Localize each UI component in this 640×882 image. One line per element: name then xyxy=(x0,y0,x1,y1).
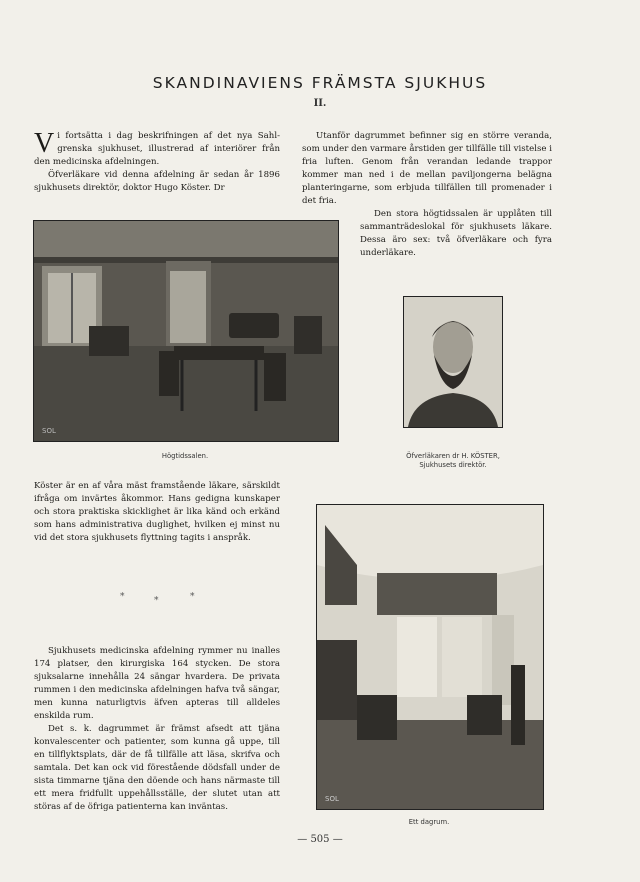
dayroom-photo xyxy=(316,504,544,810)
article-part-number: II. xyxy=(313,98,327,109)
separator-star: * xyxy=(190,592,195,602)
paragraph: Sjukhusets medicinska afdelning rymmer nu inalles 174 platser, den kirurgiska 164 stycken. De stora sjuksalarne innehålla 24 sängar hvardera. De privata rummen i den medicinska afdelningen hafva två sängar, men kunna naturligtvis äfven apteras till alldeles enskilda rum. xyxy=(34,646,280,721)
paragraph: Öfverläkare vid denna afdelning är sedan år 1896 sjukhusets direktör, doktor Hugo Köster. Dr xyxy=(34,170,280,193)
paragraph: Det s. k. dagrummet är främst afsedt att tjäna konvalescenter och patienter, som kunna gå uppe, till en tillflyktsplats, där de få tillfälle att läsa, skrifva och samtala. Det kan ock vid förestående dödsfall under de sista timmarne tjäna den döende och hans närmaste till ett mera fridfullt uppehållsställe, der slutet utan att störas af de öfriga patienterna kan inväntas. xyxy=(34,724,280,812)
portrait-illustration xyxy=(404,297,502,427)
hall-photo xyxy=(33,220,339,442)
left-column-bottom xyxy=(34,645,280,814)
svg-text:SOL: SOL xyxy=(325,795,339,803)
article-title: SKANDINAVIENS FRÄMSTA SJUKHUS xyxy=(152,74,488,92)
left-column-top xyxy=(34,130,280,195)
paragraph: Den stora högtidssalen är upplåten till sammanträdeslokal för sjukhusets läkare. Dessa äro sex: två öfverläkare och fyra underläkare. xyxy=(360,209,552,258)
separator-star: * xyxy=(120,592,125,602)
right-column-top xyxy=(302,130,552,260)
dayroom-illustration xyxy=(317,505,543,809)
paragraph: i fortsätta i dag beskrifningen af det nya Sahl-grenska sjukhuset, illustrerad af interiörer från den medicinska afdelningen. xyxy=(34,131,280,167)
dayroom-caption: Ett dagrum. xyxy=(408,818,450,826)
portrait-photo xyxy=(403,296,503,428)
separator-star: * xyxy=(154,596,159,606)
hall-illustration xyxy=(34,221,338,441)
paragraph: Utanför dagrummet befinner sig en större veranda, som under den varmare årstiden ger tillfälle till vistelse i fria luften. Genom från verandan ledande trappor kommer man ned i de mellan paviljongerna belägna planteringarne, som erbjuda tillfällen till promenader i det fria. xyxy=(302,131,552,206)
page-number: — 505 — xyxy=(297,834,343,845)
drop-cap: V xyxy=(34,128,55,159)
hall-caption: Högtidssalen. xyxy=(161,452,209,460)
paragraph: Köster är en af våra mäst framstående läkare, särskildt ifråga om invärtes åkommor. Hans gedigna kunskaper och stora praktiska skicklighet är lika känd och erkänd som hans administrativa duglighet, hvilken ej minst nu vid det stora sjukhusets flyttning tagits i anspråk. xyxy=(34,481,280,543)
svg-text:SOL: SOL xyxy=(42,427,56,435)
portrait-caption-role: Sjukhusets direktör. xyxy=(419,461,487,469)
left-column-middle xyxy=(34,480,280,545)
portrait-caption-name: Öfverläkaren dr H. KÖSTER, xyxy=(406,452,500,460)
